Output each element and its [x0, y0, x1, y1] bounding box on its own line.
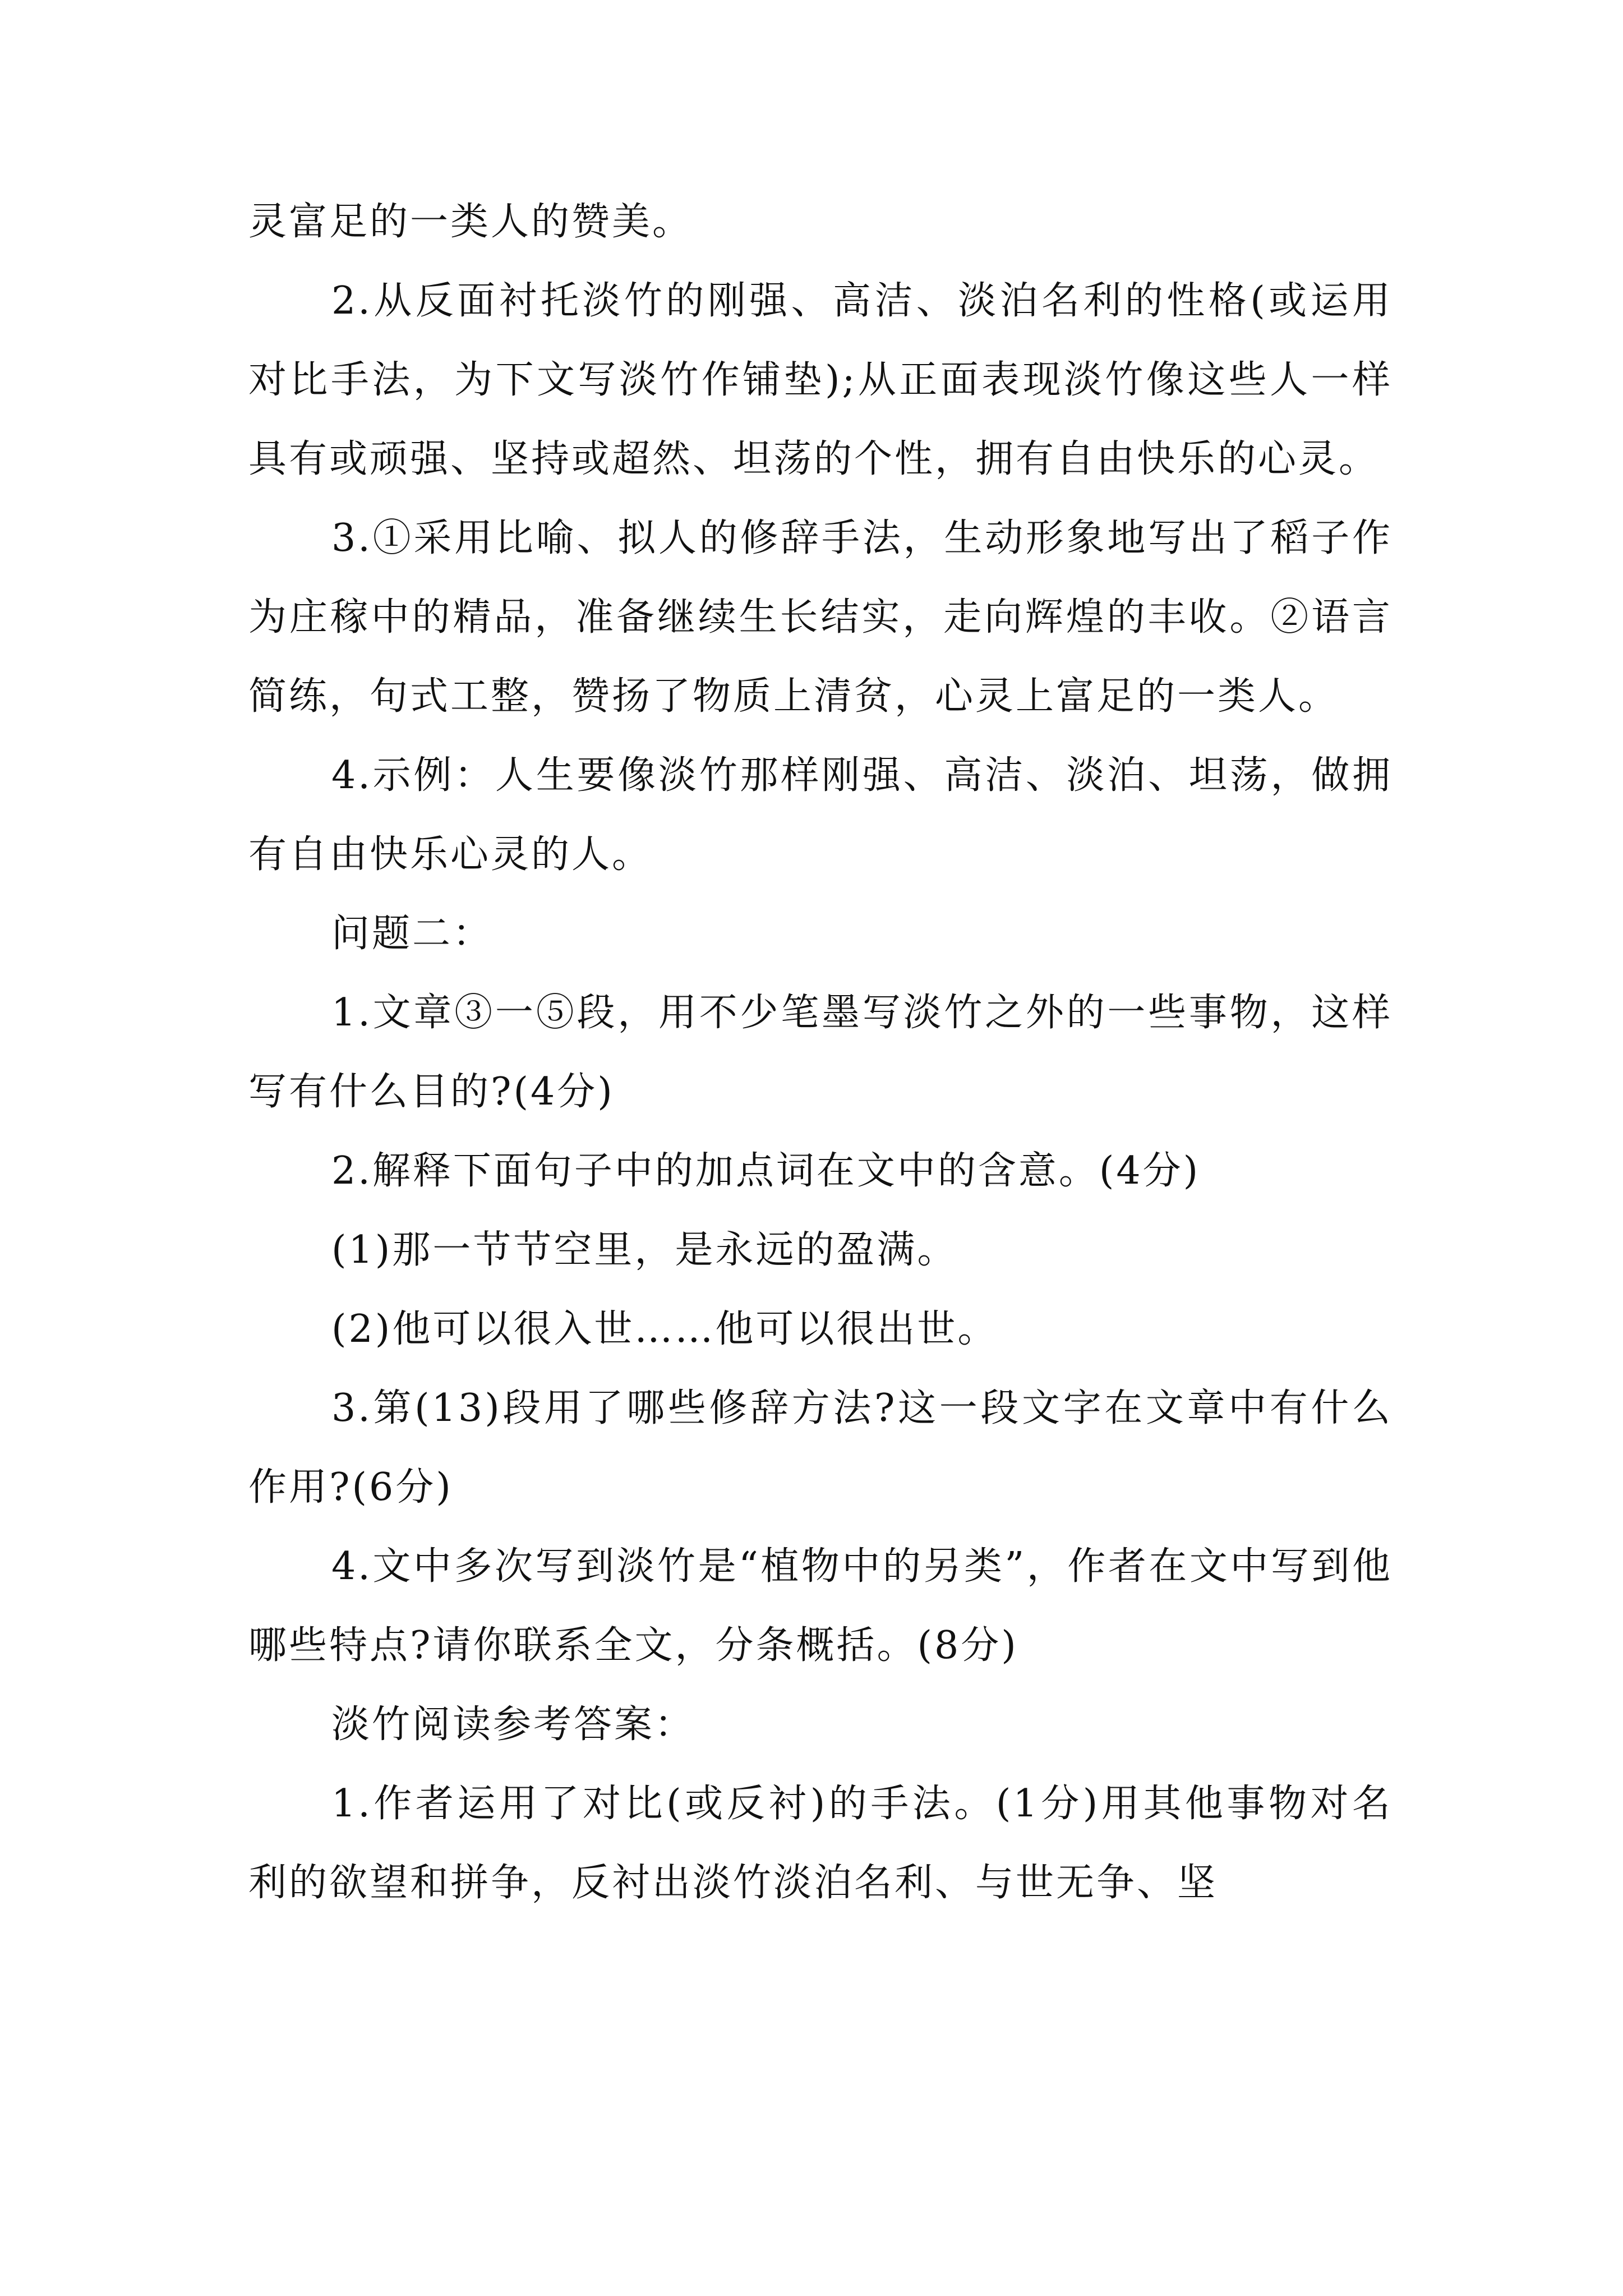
paragraph: 4.示例：人生要像淡竹那样刚强、高洁、淡泊、坦荡，做拥有自由快乐心灵的人。 [248, 753, 1393, 877]
question-subitem: (1)那一节节空里，是永远的盈满。 [331, 1228, 958, 1272]
question-subitem: (2)他可以很入世……他可以很出世。 [331, 1307, 998, 1351]
paragraph: 灵富足的一类人的赞美。 [248, 200, 693, 244]
section-heading: 淡竹阅读参考答案： [331, 1703, 695, 1747]
paragraph: 2.从反面衬托淡竹的刚强、高洁、淡泊名利的性格(或运用对比手法，为下文写淡竹作铺垫);从正面表现淡竹像这些人一样具有或顽强、坚持或超然、坦荡的个性，拥有自由快乐的心灵。 [248, 279, 1393, 481]
document-body [248, 182, 1393, 1922]
question: 3.第(13)段用了哪些修辞方法?这一段文字在文章中有什么作用?(6分) [248, 1386, 1393, 1510]
question: 1.文章③一⑤段，用不少笔墨写淡竹之外的一些事物，这样写有什么目的?(4分) [248, 991, 1393, 1114]
question: 4.文中多次写到淡竹是“植物中的另类”，作者在文中写到他哪些特点?请你联系全文，分条概括。(8分) [248, 1544, 1393, 1668]
question: 2.解释下面句子中的加点词在文中的含意。(4分) [331, 1149, 1201, 1193]
answer: 1.作者运用了对比(或反衬)的手法。(1分)用其他事物对名利的欲望和拼争，反衬出淡竹淡泊名利、与世无争、坚 [248, 1782, 1393, 1905]
section-heading: 问题二： [331, 912, 494, 956]
paragraph: 3.①采用比喻、拟人的修辞手法，生动形象地写出了稻子作为庄稼中的精品，准备继续生长结实，走向辉煌的丰收。②语言简练，句式工整，赞扬了物质上清贫，心灵上富足的一类人。 [248, 516, 1393, 719]
